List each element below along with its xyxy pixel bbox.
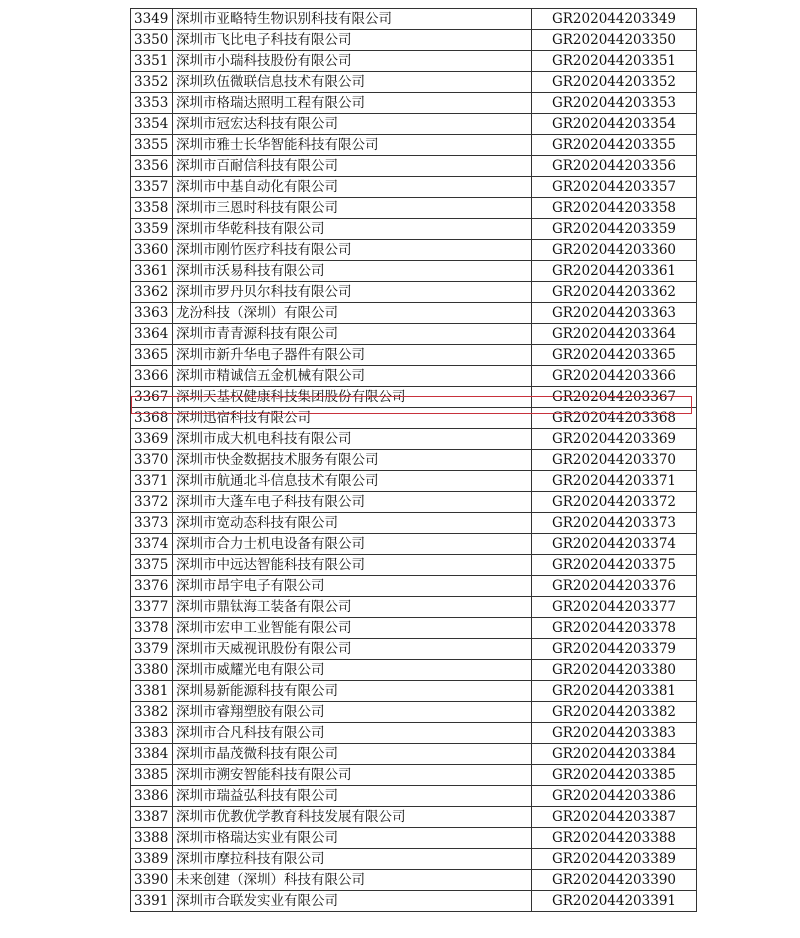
table-row: [131, 303, 697, 324]
row-number: 3385: [131, 765, 173, 786]
table-row: [131, 324, 697, 345]
table-row: [131, 114, 697, 135]
company-name: 深圳市亚略特生物识别科技有限公司: [173, 9, 532, 30]
table-row: [131, 429, 697, 450]
company-name: 深圳迅宿科技有限公司: [173, 408, 532, 429]
table-row: [131, 366, 697, 387]
company-name: 深圳市中基自动化有限公司: [173, 177, 532, 198]
table-row: [131, 702, 697, 723]
certificate-number: GR202044203362: [532, 282, 697, 303]
company-name: 深圳市睿翔塑胶有限公司: [173, 702, 532, 723]
row-number: 3356: [131, 156, 173, 177]
row-number: 3367: [131, 387, 173, 408]
certificate-number: GR202044203355: [532, 135, 697, 156]
company-name: 深圳市优教优学教育科技发展有限公司: [173, 807, 532, 828]
row-number: 3388: [131, 828, 173, 849]
row-number: 3374: [131, 534, 173, 555]
company-name: 深圳市精诚信五金机械有限公司: [173, 366, 532, 387]
certificate-number: GR202044203384: [532, 744, 697, 765]
certificate-number: GR202044203351: [532, 51, 697, 72]
row-number: 3377: [131, 597, 173, 618]
row-number: 3391: [131, 891, 173, 912]
table-row: [131, 135, 697, 156]
row-number: 3353: [131, 93, 173, 114]
row-number: 3384: [131, 744, 173, 765]
row-number: 3354: [131, 114, 173, 135]
table-row: [131, 534, 697, 555]
company-name: 深圳市合力士机电设备有限公司: [173, 534, 532, 555]
company-name: 龙汾科技（深圳）有限公司: [173, 303, 532, 324]
company-name: 深圳市百耐信科技有限公司: [173, 156, 532, 177]
table-row: [131, 618, 697, 639]
company-name: 深圳市昂宇电子有限公司: [173, 576, 532, 597]
row-number: 3375: [131, 555, 173, 576]
certificate-number: GR202044203353: [532, 93, 697, 114]
row-number: 3378: [131, 618, 173, 639]
table-row: [131, 471, 697, 492]
certificate-number: GR202044203360: [532, 240, 697, 261]
company-name: 未来创建（深圳）科技有限公司: [173, 870, 532, 891]
table-row: [131, 9, 697, 30]
certificate-number: GR202044203359: [532, 219, 697, 240]
company-name: 深圳市青青源科技有限公司: [173, 324, 532, 345]
row-number: 3366: [131, 366, 173, 387]
company-name: 深圳市飞比电子科技有限公司: [173, 30, 532, 51]
table-row: [131, 513, 697, 534]
row-number: 3349: [131, 9, 173, 30]
row-number: 3362: [131, 282, 173, 303]
company-name: 深圳市罗丹贝尔科技有限公司: [173, 282, 532, 303]
table-row: [131, 198, 697, 219]
enterprise-list-table: [130, 8, 697, 912]
table-row: [131, 870, 697, 891]
row-number: 3372: [131, 492, 173, 513]
certificate-number: GR202044203366: [532, 366, 697, 387]
row-number: 3361: [131, 261, 173, 282]
row-number: 3365: [131, 345, 173, 366]
certificate-number: GR202044203358: [532, 198, 697, 219]
company-name: 深圳市合凡科技有限公司: [173, 723, 532, 744]
company-name: 深圳市瑞益弘科技有限公司: [173, 786, 532, 807]
table-row: [131, 492, 697, 513]
row-number: 3355: [131, 135, 173, 156]
table-row: [131, 660, 697, 681]
company-name: 深圳市成大机电科技有限公司: [173, 429, 532, 450]
company-name: 深圳市格瑞达实业有限公司: [173, 828, 532, 849]
table-row: [131, 723, 697, 744]
table-row: [131, 765, 697, 786]
company-name: 深圳市新升华电子器件有限公司: [173, 345, 532, 366]
certificate-number: GR202044203371: [532, 471, 697, 492]
row-number: 3390: [131, 870, 173, 891]
table-row: [131, 786, 697, 807]
certificate-number: GR202044203381: [532, 681, 697, 702]
row-number: 3364: [131, 324, 173, 345]
table-row: [131, 891, 697, 912]
certificate-number: GR202044203389: [532, 849, 697, 870]
certificate-number: GR202044203369: [532, 429, 697, 450]
certificate-number: GR202044203367: [532, 387, 697, 408]
table-row: [131, 51, 697, 72]
row-number: 3363: [131, 303, 173, 324]
certificate-number: GR202044203354: [532, 114, 697, 135]
company-name: 深圳市摩拉科技有限公司: [173, 849, 532, 870]
row-number: 3370: [131, 450, 173, 471]
company-name: 深圳市中远达智能科技有限公司: [173, 555, 532, 576]
table-row: [131, 408, 697, 429]
company-name: 深圳市宽动态科技有限公司: [173, 513, 532, 534]
table-row: [131, 450, 697, 471]
certificate-number: GR202044203382: [532, 702, 697, 723]
row-number: 3368: [131, 408, 173, 429]
certificate-number: GR202044203373: [532, 513, 697, 534]
certificate-number: GR202044203387: [532, 807, 697, 828]
company-name: 深圳市小瑞科技股份有限公司: [173, 51, 532, 72]
certificate-number: GR202044203378: [532, 618, 697, 639]
row-number: 3352: [131, 72, 173, 93]
table-row: [131, 72, 697, 93]
table-body: [131, 9, 697, 912]
table-row: [131, 639, 697, 660]
certificate-number: GR202044203391: [532, 891, 697, 912]
certificate-number: GR202044203377: [532, 597, 697, 618]
company-name: 深圳玖伍微联信息技术有限公司: [173, 72, 532, 93]
company-name: 深圳易新能源科技有限公司: [173, 681, 532, 702]
certificate-number: GR202044203375: [532, 555, 697, 576]
row-number: 3369: [131, 429, 173, 450]
certificate-number: GR202044203361: [532, 261, 697, 282]
certificate-number: GR202044203349: [532, 9, 697, 30]
table-row: [131, 240, 697, 261]
row-number: 3389: [131, 849, 173, 870]
row-number: 3383: [131, 723, 173, 744]
row-number: 3381: [131, 681, 173, 702]
certificate-number: GR202044203383: [532, 723, 697, 744]
company-name: 深圳市格瑞达照明工程有限公司: [173, 93, 532, 114]
company-name: 深圳市雅士长华智能科技有限公司: [173, 135, 532, 156]
company-name: 深圳市冠宏达科技有限公司: [173, 114, 532, 135]
company-name: 深圳市大蓬车电子科技有限公司: [173, 492, 532, 513]
company-name: 深圳市合联发实业有限公司: [173, 891, 532, 912]
table-row: [131, 807, 697, 828]
company-name: 深圳市天威视讯股份有限公司: [173, 639, 532, 660]
certificate-number: GR202044203364: [532, 324, 697, 345]
company-name: 深圳市三恩时科技有限公司: [173, 198, 532, 219]
certificate-number: GR202044203368: [532, 408, 697, 429]
certificate-number: GR202044203357: [532, 177, 697, 198]
certificate-number: GR202044203380: [532, 660, 697, 681]
row-number: 3382: [131, 702, 173, 723]
row-number: 3371: [131, 471, 173, 492]
certificate-number: GR202044203365: [532, 345, 697, 366]
company-name: 深圳市鼎钛海工装备有限公司: [173, 597, 532, 618]
table-row: [131, 597, 697, 618]
certificate-number: GR202044203370: [532, 450, 697, 471]
table-row: [131, 681, 697, 702]
row-number: 3360: [131, 240, 173, 261]
company-name: 深圳市宏申工业智能有限公司: [173, 618, 532, 639]
table-row: [131, 177, 697, 198]
row-number: 3386: [131, 786, 173, 807]
company-name: 深圳市溯安智能科技有限公司: [173, 765, 532, 786]
certificate-number: GR202044203390: [532, 870, 697, 891]
company-name: 深圳市快金数据技术服务有限公司: [173, 450, 532, 471]
table-row: [131, 576, 697, 597]
company-name: 深圳市晶茂微科技有限公司: [173, 744, 532, 765]
row-number: 3357: [131, 177, 173, 198]
table-row: [131, 93, 697, 114]
certificate-number: GR202044203372: [532, 492, 697, 513]
certificate-number: GR202044203350: [532, 30, 697, 51]
company-name: 深圳市航通北斗信息技术有限公司: [173, 471, 532, 492]
row-number: 3358: [131, 198, 173, 219]
certificate-number: GR202044203388: [532, 828, 697, 849]
certificate-number: GR202044203386: [532, 786, 697, 807]
company-name: 深圳市沃易科技有限公司: [173, 261, 532, 282]
row-number: 3351: [131, 51, 173, 72]
table-row: [131, 345, 697, 366]
row-number: 3373: [131, 513, 173, 534]
table-row: [131, 555, 697, 576]
table-row: [131, 219, 697, 240]
row-number: 3379: [131, 639, 173, 660]
row-number: 3359: [131, 219, 173, 240]
table-row: [131, 282, 697, 303]
certificate-number: GR202044203376: [532, 576, 697, 597]
row-number: 3350: [131, 30, 173, 51]
certificate-number: GR202044203363: [532, 303, 697, 324]
certificate-number: GR202044203385: [532, 765, 697, 786]
company-name: 深圳市威耀光电有限公司: [173, 660, 532, 681]
company-name: 深圳市华乾科技有限公司: [173, 219, 532, 240]
certificate-number: GR202044203379: [532, 639, 697, 660]
table-row: [131, 828, 697, 849]
table-row: [131, 849, 697, 870]
certificate-number: GR202044203352: [532, 72, 697, 93]
row-number: 3380: [131, 660, 173, 681]
row-number: 3387: [131, 807, 173, 828]
certificate-number: GR202044203356: [532, 156, 697, 177]
row-number: 3376: [131, 576, 173, 597]
table-row: [131, 261, 697, 282]
company-name: 深圳市刚竹医疗科技有限公司: [173, 240, 532, 261]
table-row: [131, 156, 697, 177]
table-row: [131, 30, 697, 51]
company-name: 深圳天基权健康科技集团股份有限公司: [173, 387, 532, 408]
table-row: [131, 387, 697, 408]
certificate-number: GR202044203374: [532, 534, 697, 555]
table-row: [131, 744, 697, 765]
